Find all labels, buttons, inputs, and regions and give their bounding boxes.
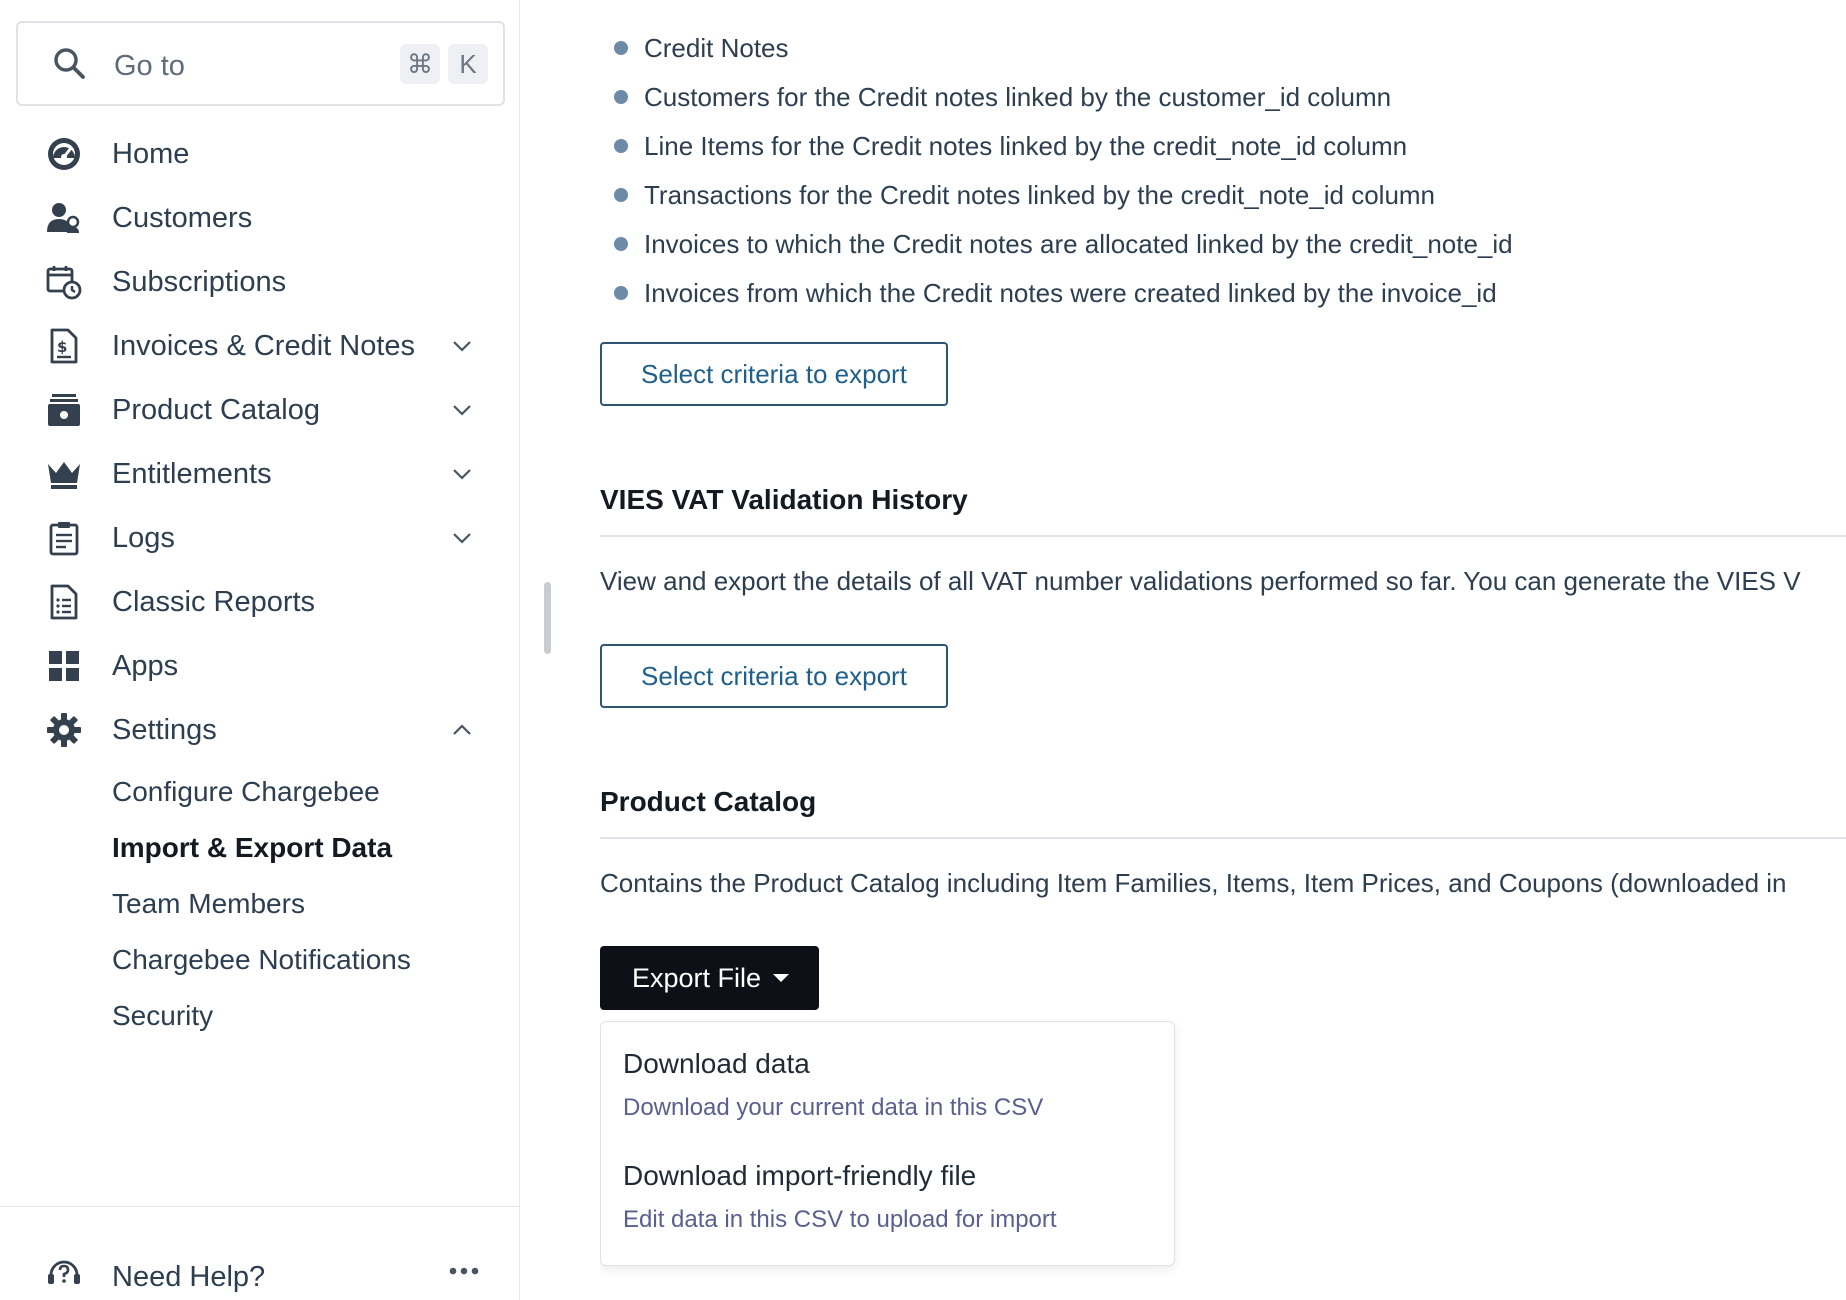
need-help-link[interactable]: Need Help?: [112, 1261, 266, 1293]
chevron-down-icon[interactable]: [450, 334, 474, 358]
sidebar-footer: [0, 1206, 520, 1300]
main-content: [600, 0, 1846, 1300]
sidebar-item-label: Subscriptions: [112, 265, 287, 298]
settings-sub-chargebee-notifications[interactable]: Chargebee Notifications: [112, 944, 411, 975]
option-title: Download data: [623, 1048, 810, 1079]
clipboard-icon: [46, 520, 82, 556]
sidebar-item-label: Invoices & Credit Notes: [112, 329, 416, 362]
dropdown-option-download-import-friendly[interactable]: [623, 1160, 1153, 1234]
sidebar-item-customers[interactable]: [0, 190, 520, 246]
sidebar-item-label: Logs: [112, 521, 175, 554]
section-divider: [600, 535, 1846, 537]
caret-down-icon: [773, 974, 789, 982]
svg-text:$: $: [57, 338, 68, 356]
dropdown-option-download-data[interactable]: [623, 1048, 1153, 1122]
sidebar-item-label: Classic Reports: [112, 585, 316, 618]
calendar-clock-icon: [46, 264, 82, 300]
list-item: Invoices to which the Credit notes are allocated linked by the credit_note_id: [600, 226, 1513, 275]
shortcut-k-key: K: [448, 44, 488, 84]
credit-notes-select-criteria-button[interactable]: Select criteria to export: [600, 342, 948, 406]
settings-sub-configure-chargebee[interactable]: Configure Chargebee: [112, 776, 380, 807]
bullet-dot-icon: [614, 286, 628, 300]
goto-search-box[interactable]: [16, 21, 505, 106]
sidebar-item-label: Entitlements: [112, 457, 272, 490]
section-divider: [600, 837, 1846, 839]
sidebar-item-label: Apps: [112, 649, 179, 682]
list-item: Credit Notes: [600, 30, 1513, 79]
sidebar-item-entitlements[interactable]: [0, 446, 520, 502]
list-item: Customers for the Credit notes linked by the customer_id column: [600, 79, 1513, 128]
settings-sub-security[interactable]: Security: [112, 1000, 214, 1031]
sidebar-item-label: Customers: [112, 201, 253, 234]
report-icon: [46, 584, 82, 620]
product-catalog-section-title: Product Catalog: [600, 786, 817, 817]
sidebar-item-product-catalog[interactable]: [0, 382, 520, 438]
sidebar-item-label: Home: [112, 137, 190, 170]
list-item: Invoices from which the Credit notes were created linked by the invoice_id: [600, 275, 1513, 324]
bullet-dot-icon: [614, 41, 628, 55]
search-placeholder: Go to: [114, 50, 185, 82]
bullet-dot-icon: [614, 90, 628, 104]
dashboard-gauge-icon: [46, 136, 82, 172]
sidebar-item-label: Settings: [112, 713, 217, 746]
more-options-icon[interactable]: [448, 1265, 480, 1277]
sidebar-item-logs[interactable]: [0, 510, 520, 566]
credit-notes-contents-list: [600, 30, 1513, 324]
vies-description: View and export the details of all VAT number validations performed so far. You can generate the VIES V: [600, 566, 1801, 596]
sidebar-item-home[interactable]: [0, 126, 520, 182]
chevron-up-icon[interactable]: [450, 718, 474, 742]
chevron-down-icon[interactable]: [450, 526, 474, 550]
chevron-down-icon[interactable]: [450, 398, 474, 422]
apps-grid-icon: [46, 648, 82, 684]
bullet-dot-icon: [614, 188, 628, 202]
export-file-label: Export File: [632, 962, 762, 993]
sidebar-item-settings[interactable]: [0, 702, 520, 758]
crown-icon: [46, 456, 82, 492]
chevron-down-icon[interactable]: [450, 462, 474, 486]
list-item: Line Items for the Credit notes linked by the credit_note_id column: [600, 128, 1513, 177]
option-subtitle: Download your current data in this CSV: [623, 1094, 1044, 1121]
sidebar-item-classic-reports[interactable]: [0, 574, 520, 630]
export-file-button[interactable]: [600, 946, 819, 1010]
sidebar-item-invoices[interactable]: [0, 318, 520, 374]
customers-icon: [46, 200, 82, 236]
option-subtitle: Edit data in this CSV to upload for import: [623, 1206, 1057, 1233]
list-item: Transactions for the Credit notes linked by the credit_note_id column: [600, 177, 1513, 226]
sidebar-resize-handle[interactable]: [544, 582, 551, 654]
sidebar-item-subscriptions[interactable]: [0, 254, 520, 310]
export-file-dropdown: [600, 1021, 1175, 1266]
bullet-dot-icon: [614, 139, 628, 153]
settings-sub-import-export-data[interactable]: Import & Export Data: [112, 832, 393, 863]
gear-icon: [46, 712, 82, 748]
option-title: Download import-friendly file: [623, 1160, 977, 1191]
sidebar-item-label: Product Catalog: [112, 393, 320, 426]
product-catalog-description: Contains the Product Catalog including Item Families, Items, Item Prices, and Coupons (downloaded in: [600, 868, 1787, 898]
settings-sub-team-members[interactable]: Team Members: [112, 888, 305, 919]
vies-section-title: VIES VAT Validation History: [600, 484, 968, 515]
sidebar-item-apps[interactable]: [0, 638, 520, 694]
help-headset-icon: [46, 1255, 82, 1291]
shortcut-command-key: ⌘: [400, 44, 440, 84]
product-box-icon: [46, 392, 82, 428]
search-icon: [52, 46, 86, 80]
sidebar: [0, 0, 520, 1300]
vies-select-criteria-button[interactable]: Select criteria to export: [600, 644, 948, 708]
invoice-icon: [46, 328, 82, 364]
bullet-dot-icon: [614, 237, 628, 251]
